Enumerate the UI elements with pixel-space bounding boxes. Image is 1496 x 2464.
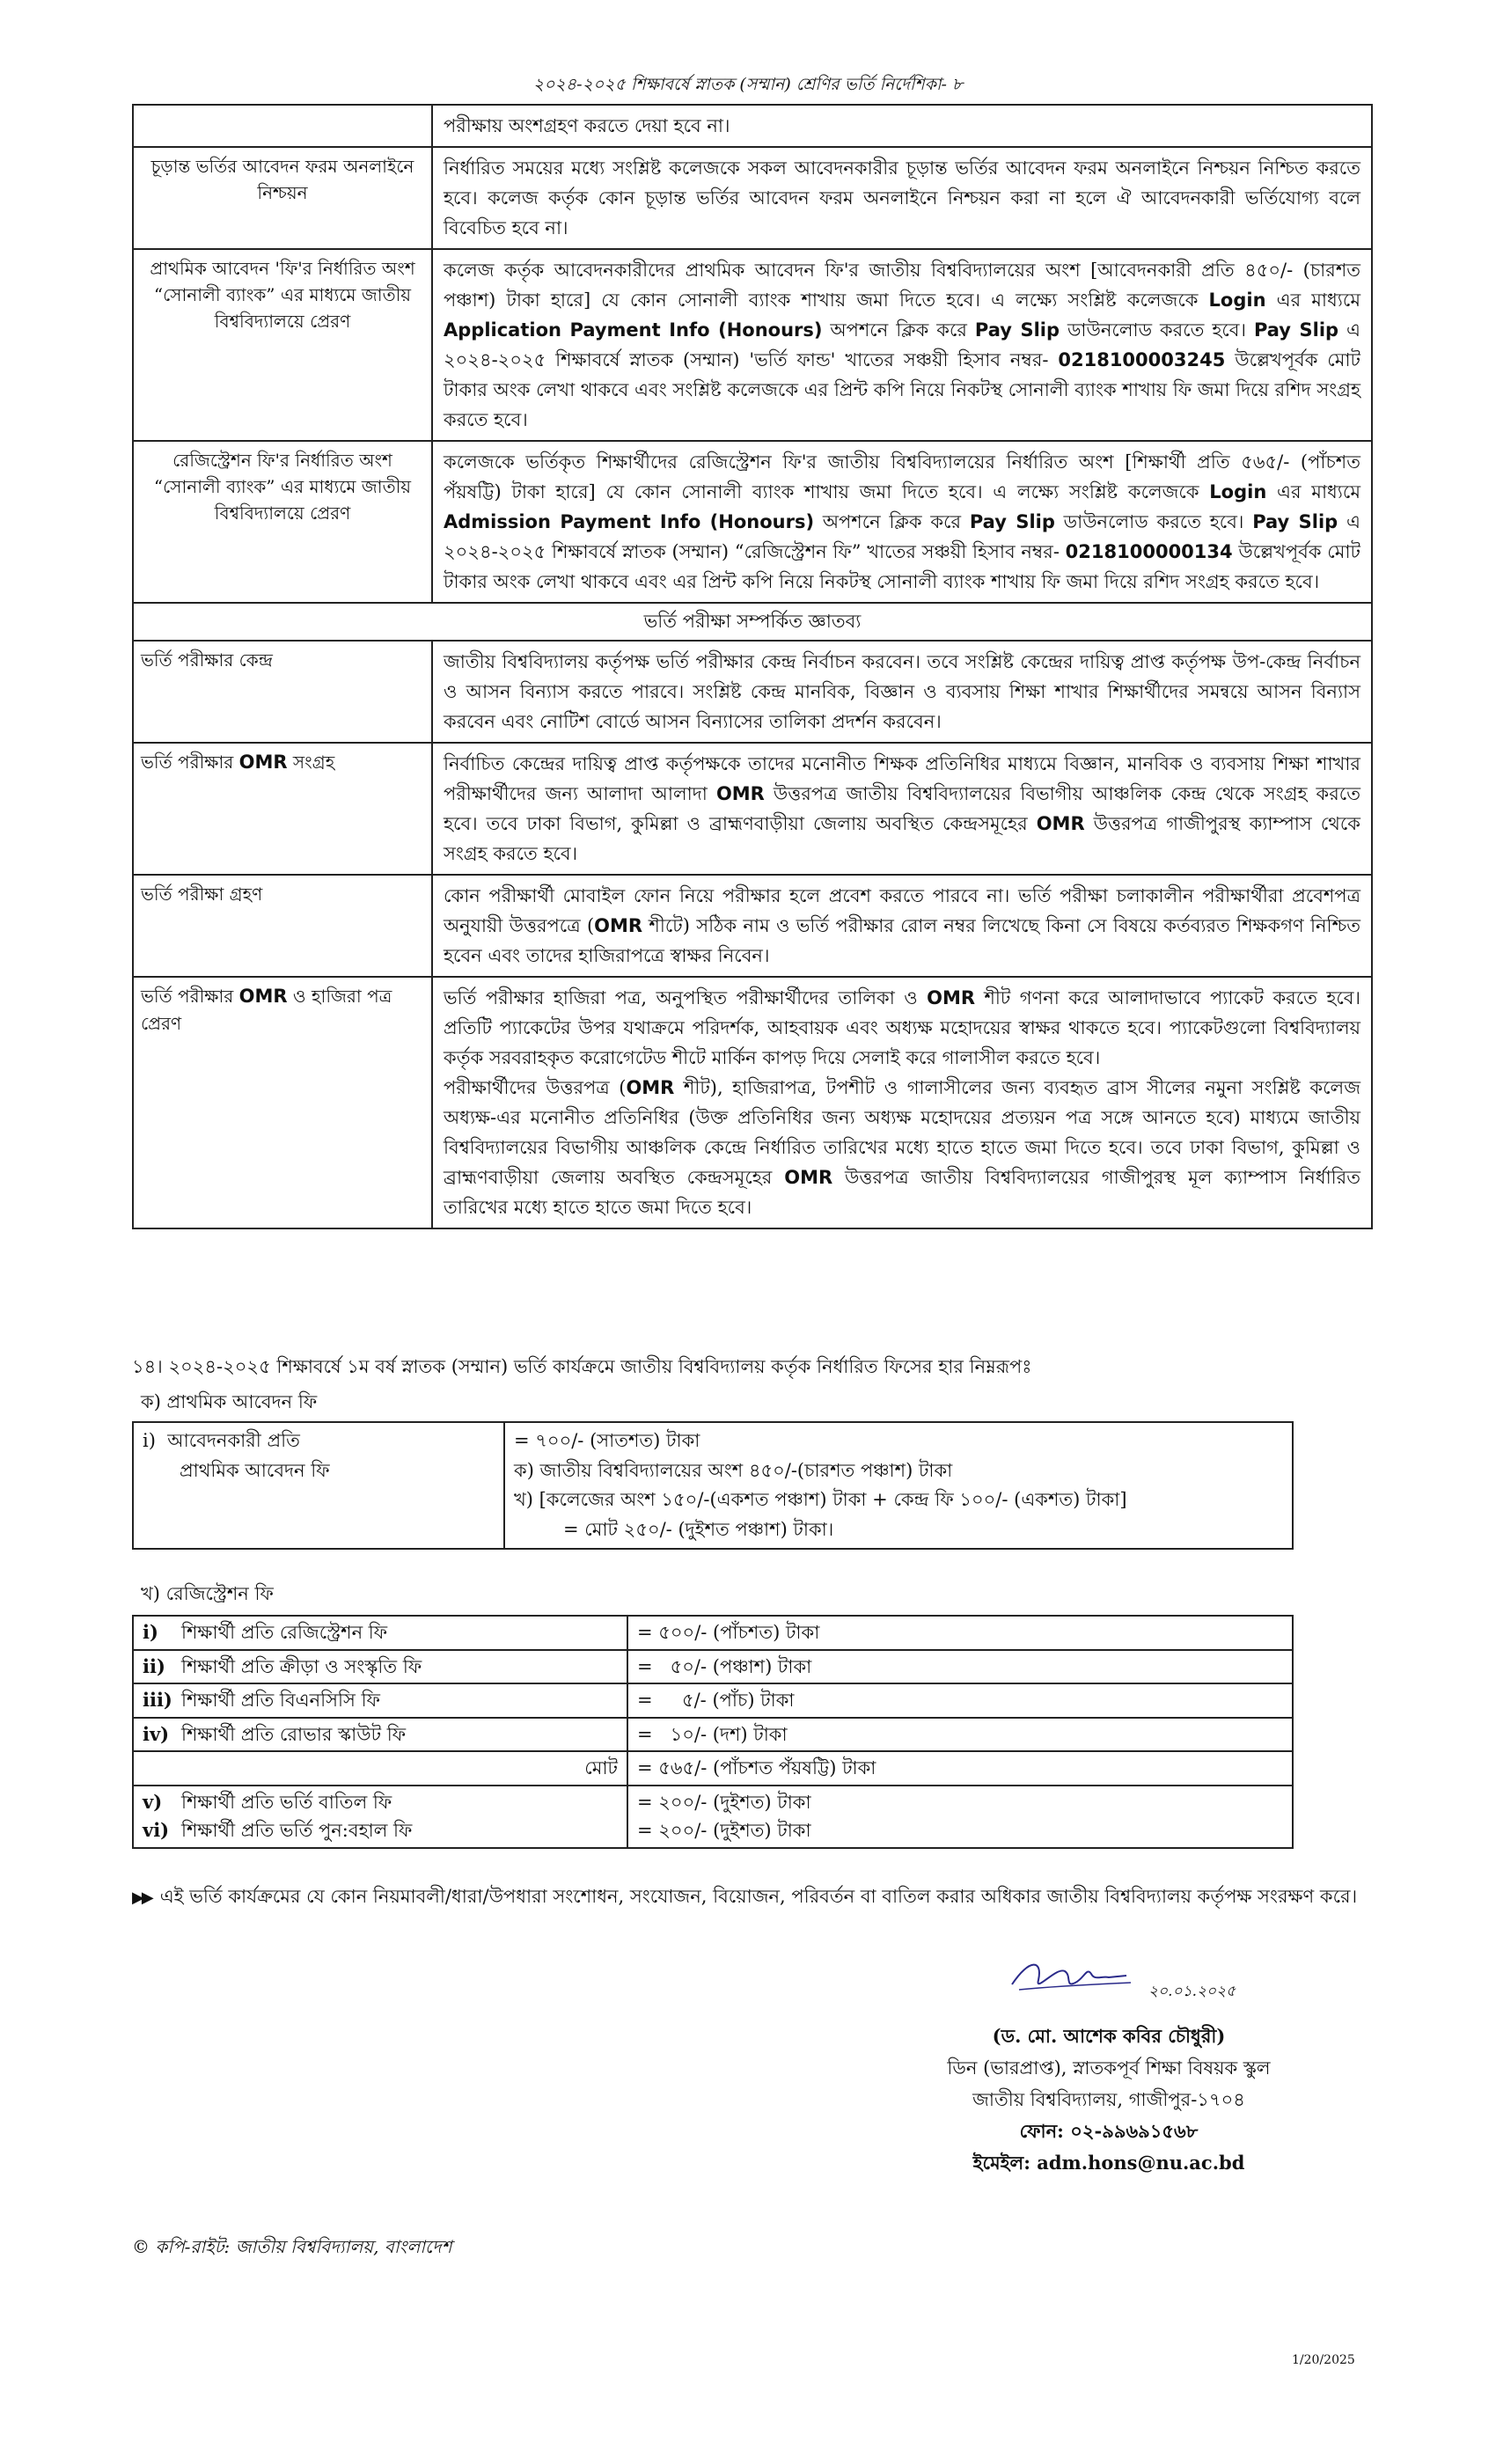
row-text: জাতীয় বিশ্ববিদ্যালয় কর্তৃপক্ষ ভর্তি পরীক্ষার কেন্দ্র নির্বাচন করবেন। তবে সংশ্লিষ্ট কেন্দ্রের দায়িত্ব প্রাপ্ত কর্তৃপক্ষ উপ-কেন্দ্র নির্বাচন ও আসন বিন্যাস করতে পারবে। সংশ্লিষ্ট কেন্দ্র মানবিক, বিজ্ঞান ও ব্যবসায় শিক্ষা শাখার শিক্ষার্থীদের সমন্বয়ে আসন বিন্যাস করবেন এবং নোটিশ বোর্ডে আসন বিন্যাসের তালিকা প্রদর্শন করবেন। [432, 641, 1372, 743]
text-part: উল্লেখপূর্বক মোট টাকার অংক লেখা থাকবে এবং সংশ্লিষ্ট কলেজকে এর প্রিন্ট কপি নিয়ে নিকটস্থ সোনালী ব্যাংক শাখায় ফি জমা দিয়ে রশিদ সংগ্রহ করতে হবে। [444, 349, 1360, 431]
row-text [432, 249, 1372, 441]
row-label [133, 743, 432, 875]
instructions-table [132, 104, 1373, 1229]
note-text: এই ভর্তি কার্যক্রমের যে কোন নিয়মাবলী/ধারা/উপধারা সংশোধন, সংযোজন, বিয়োজন, পরিবর্তন বা বাতিল করার অধিকার জাতীয় বিশ্ববিদ্যালয় কর্তৃপক্ষ সংরক্ষণ করে। [159, 1886, 1358, 1907]
omr-text: OMR [927, 986, 976, 1008]
paragraph [444, 1073, 1360, 1222]
pay-slip-text: Pay Slip [1253, 319, 1339, 341]
fee-number: vi) [143, 1819, 170, 1842]
fee-label [133, 1422, 504, 1549]
fee-label [133, 1683, 627, 1718]
section-title: ভর্তি পরীক্ষা সম্পর্কিত জ্ঞাতব্য [133, 603, 1372, 641]
text-part: সংগ্রহ [287, 751, 335, 773]
payment-option-text: Admission Payment Info (Honours) [444, 511, 815, 533]
account-number: 0218100003245 [1058, 349, 1226, 371]
table-row [133, 249, 1372, 441]
fee-number: i) [143, 1621, 158, 1643]
table-row [133, 105, 1372, 147]
text-part: ভর্তি পরীক্ষার [141, 985, 239, 1007]
text-part: উত্তরপত্র জাতীয় বিশ্ববিদ্যালয়ের বিভাগীয় আঞ্চলিক কেন্দ্র থেকে সংগ্রহ করতে হবে। তবে ঢাকা বিভাগ, কুমিল্লা ও ব্রাহ্মণবাড়ীয়া জেলায় অবস্থিত কেন্দ্রসমূহের [444, 782, 1360, 834]
text-part: এ ২০২৪-২০২৫ শিক্ষাবর্ষে স্নাতক (সম্মান) 'ভর্তি ফান্ড' খাতের সঞ্চয়ী হিসাব নম্বর- [444, 319, 1361, 371]
row-label: রেজিস্ট্রেশন ফি'র নির্ধারিত অংশ “সোনালী ব্যাংক” এর মাধ্যমে জাতীয় বিশ্ববিদ্যালয়ে প্রেরণ [133, 441, 432, 603]
table-total-row [133, 1751, 1293, 1786]
fee-label [133, 1650, 627, 1684]
fee-label-line [143, 1816, 618, 1845]
fee-a-heading: ক) প্রাথমিক আবেদন ফি [141, 1391, 318, 1412]
text-part: ও হাজিরা পত্র প্রেরণ [141, 985, 392, 1035]
fee-number: i) [143, 1430, 156, 1451]
text-part: এর মাধ্যমে [1265, 290, 1360, 312]
registration-fee-table [132, 1615, 1294, 1849]
login-text: Login [1209, 481, 1267, 503]
omr-text: OMR [715, 782, 765, 804]
table-row [133, 147, 1372, 249]
fee-label-line [143, 1426, 495, 1456]
text-part: শিক্ষার্থী প্রতি বিএনসিসি ফি [181, 1690, 380, 1712]
row-text [432, 743, 1372, 875]
text-part: শিক্ষার্থী প্রতি ভর্তি পুন:বহাল ফি [181, 1820, 413, 1842]
table-row [133, 743, 1372, 875]
fee-label [133, 1616, 627, 1650]
table-row [133, 1786, 1293, 1848]
omr-text: OMR [238, 985, 288, 1007]
payment-option-text: Application Payment Info (Honours) [444, 319, 823, 341]
table-row [133, 977, 1372, 1228]
fee-line: = ৭০০/- (সাতশত) টাকা [514, 1430, 700, 1451]
table-row [133, 875, 1372, 977]
login-text: Login [1208, 290, 1266, 312]
text-part: কলেজ কর্তৃক আবেদনকারীদের প্রাথমিক আবেদন ফি'র জাতীয় বিশ্ববিদ্যালয়ের অংশ [আবেদনকারী প্রতি ৪৫০/- (চারশত পঞ্চাশ) টাকা হারে] যে কোন সোনালী ব্যাংক শাখায় জমা দিতে হবে। এ লক্ষ্যে সংশ্লিষ্ট কলেজকে [444, 260, 1360, 312]
fee-number: ii) [143, 1654, 165, 1677]
row-label: ভর্তি পরীক্ষা গ্রহণ [133, 875, 432, 977]
row-label: চূড়ান্ত ভর্তির আবেদন ফরম অনলাইনে নিশ্চয়ন [133, 147, 432, 249]
text-part: শীটে) সঠিক নাম ও ভর্তি পরীক্ষার রোল নম্বর লিখেছে কিনা সে বিষয়ে কর্তব্যরত শিক্ষকগণ নিশ্চিত হবেন এবং তাদের হাজিরাপত্রে স্বাক্ষর নিবেন। [444, 914, 1360, 966]
signature-icon [1003, 1949, 1135, 2002]
table-row [133, 1683, 1293, 1718]
fee-label-line: প্রাথমিক আবেদন ফি [180, 1459, 330, 1481]
omr-text: OMR [594, 914, 643, 936]
fee-b-heading: খ) রেজিস্ট্রেশন ফি [141, 1583, 274, 1604]
signatory-designation: ডিন (ভারপ্রাপ্ত), স্নাতকপূর্ব শিক্ষা বিষয়ক স্কুল [947, 2057, 1271, 2079]
omr-text: OMR [238, 751, 288, 773]
fee-value: = ১০/- (দশ) টাকা [627, 1718, 1293, 1752]
signatory-organization: জাতীয় বিশ্ববিদ্যালয়, গাজীপুর-১৭০৪ [972, 2089, 1245, 2111]
table-row [133, 1422, 1293, 1549]
row-text [432, 441, 1372, 603]
pay-slip-text: Pay Slip [1252, 511, 1338, 533]
text-part: অপশনে ক্লিক করে [814, 511, 970, 533]
double-arrow-icon: ▶▶ [132, 1888, 151, 1907]
fee-value [504, 1422, 1293, 1549]
application-fee-table [132, 1421, 1294, 1550]
signature-block [845, 2020, 1373, 2180]
fee-value: = ৫০০/- (পাঁচশত) টাকা [627, 1616, 1293, 1650]
row-label: প্রাথমিক আবেদন 'ফি'র নির্ধারিত অংশ “সোনালী ব্যাংক” এর মাধ্যমে জাতীয় বিশ্ববিদ্যালয়ে প্রেরণ [133, 249, 432, 441]
signatory-phone: ফোন: ০২-৯৯৬৯১৫৬৮ [1019, 2120, 1199, 2143]
fee-line: খ) [কলেজের অংশ ১৫০/-(একশত পঞ্চাশ) টাকা + কেন্দ্র ফি ১০০/- (একশত) টাকা] [514, 1489, 1127, 1511]
table-row [133, 1650, 1293, 1684]
fee-number: iv) [143, 1722, 170, 1745]
fee-label [133, 1718, 627, 1752]
fee-line: = ২০০/- (দুইশত) টাকা [637, 1820, 811, 1842]
fee-line: = ২০০/- (দুইশত) টাকা [637, 1791, 811, 1813]
text-part: এর মাধ্যমে [1266, 481, 1360, 503]
fee-value: = ৫/- (পাঁচ) টাকা [627, 1683, 1293, 1718]
email-label: ইমেইল: [972, 2152, 1038, 2174]
text-part: উত্তরপত্র জাতীয় বিশ্ববিদ্যালয়ের গাজীপুরস্থ মূল ক্যাম্পাস নির্ধারিত তারিখের মধ্যে হাতে হাতে জমা দিতে হবে। [444, 1167, 1360, 1219]
fee-total-value: = ৫৬৫/- (পাঁচশত পঁয়ষট্টি) টাকা [627, 1751, 1293, 1786]
fee-total-label: মোট [133, 1751, 627, 1786]
pay-slip-text: Pay Slip [974, 319, 1060, 341]
text-part: এ ২০২৪-২০২৫ শিক্ষাবর্ষে স্নাতক (সম্মান) “রেজিস্ট্রেশন ফি” খাতের সঞ্চয়ী হিসাব নম্বর- [444, 511, 1360, 563]
row-label [133, 105, 432, 147]
email-address: adm.hons@nu.ac.bd [1037, 2152, 1245, 2174]
text-part: ভর্তি পরীক্ষার [141, 751, 239, 773]
row-text: নির্ধারিত সময়ের মধ্যে সংশ্লিষ্ট কলেজকে সকল আবেদনকারীর চূড়ান্ত ভর্তির আবেদন ফরম অনলাইনে নিশ্চয়ন নিশ্চিত করতে হবে। কলেজ কর্তৃক কোন চূড়ান্ত ভর্তির আবেদন ফরম অনলাইনে নিশ্চয়ন করা না হলে ঐ আবেদনকারী ভর্তিযোগ্য বলে বিবেচিত হবে না। [432, 147, 1372, 249]
fee-value [627, 1786, 1293, 1848]
fee-label [133, 1786, 627, 1848]
text-part: পরীক্ষার্থীদের উত্তরপত্র ( [444, 1076, 627, 1098]
fee-line: ক) জাতীয় বিশ্ববিদ্যালয়ের অংশ ৪৫০/-(চারশত পঞ্চাশ) টাকা [514, 1459, 953, 1481]
text-part: উল্লেখপূর্বক মোট টাকার অংক লেখা থাকবে এবং এর প্রিন্ট কপি নিয়ে নিকটস্থ সোনালী ব্যাংক শাখায় ফি জমা দিয়ে রশিদ সংগ্রহ করতে হবে। [444, 541, 1360, 593]
row-text: পরীক্ষায় অংশগ্রহণ করতে দেয়া হবে না। [432, 105, 1372, 147]
text-part: শীট), হাজিরাপত্র, টপশীট ও গালাসীলের জন্য ব্যবহৃত ব্রাস সীলের নমুনা সংশ্লিষ্ট কলেজ অধ্যক্ষ-এর মনোনীত প্রতিনিধির (উক্ত প্রতিনিধির জন্য অধ্যক্ষ মহোদয়ের প্রত্যয়ন পত্র সঙ্গে আনতে হবে) মাধ্যমে জাতীয় বিশ্ববিদ্যালয়ের বিভাগীয় আঞ্চলিক কেন্দ্রে নির্ধারিত তারিখের মধ্যে হাতে হাতে জমা দিতে হবে। তবে ঢাকা বিভাগ, কুমিল্লা ও ব্রাহ্মণবাড়ীয়া জেলায় অবস্থিত কেন্দ্রসমূহের [444, 1076, 1360, 1189]
signatory-name: (ড. মো. আশেক কবির চৌধুরী) [992, 2025, 1226, 2047]
row-label [133, 977, 432, 1228]
text-part: শীট গণনা করে আলাদাভাবে প্যাকেট করতে হবে। প্রতিটি প্যাকেটের উপর যথাক্রমে পরিদর্শক, আহবায়ক এবং অধ্যক্ষ মহোদয়ের স্বাক্ষর থাকতে হবে। প্যাকেটগুলো বিশ্ববিদ্যালয় কর্তৃক সরবরাহকৃত করোগেটেড শীটে মার্কিন কাপড় দিয়ে সেলাই করে গালাসীল করতে হবে। [444, 986, 1360, 1068]
copyright-text: © কপি-রাইট: জাতীয় বিশ্ববিদ্যালয়, বাংলাদেশ [132, 2236, 452, 2257]
fee-label-line [143, 1788, 618, 1817]
print-date: 1/20/2025 [1292, 2353, 1355, 2367]
text-part: ডাউনলোড করতে হবে। [1054, 511, 1253, 533]
table-section-row [133, 603, 1372, 641]
text-part: নির্বাচিত কেন্দ্রের দায়িত্ব প্রাপ্ত কর্তৃপক্ষকে তাদের মনোনীত শিক্ষক প্রতিনিধির মাধ্যমে বিজ্ঞান, মানবিক ও ব্যবসায় শিক্ষা শাখার পরীক্ষার্থীদের জন্য আলাদা আলাদা [444, 752, 1360, 804]
fee-number: iii) [143, 1689, 172, 1712]
text-part: আবেদনকারী প্রতি [167, 1430, 300, 1451]
text-part: ভর্তি পরীক্ষার হাজিরা পত্র, অনুপস্থিত পরীক্ষার্থীদের তালিকা ও [444, 986, 928, 1008]
table-row [133, 441, 1372, 603]
text-part: শিক্ষার্থী প্রতি রেজিস্ট্রেশন ফি [181, 1622, 388, 1643]
signature-date: ২০.০১.২০২৫ [1148, 1983, 1236, 2000]
fee-value: = ৫০/- (পঞ্চাশ) টাকা [627, 1650, 1293, 1684]
row-text [432, 875, 1372, 977]
text-part: অপশনে ক্লিক করে [822, 319, 975, 341]
fees-heading: ১৪। ২০২৪-২০২৫ শিক্ষাবর্ষে ১ম বর্ষ স্নাতক (সম্মান) ভর্তি কার্যক্রমে জাতীয় বিশ্ববিদ্যালয় কর্তৃক নির্ধারিত ফিসের হার নিম্নরূপঃ [132, 1356, 1032, 1377]
text-part: শিক্ষার্থী প্রতি ক্রীড়া ও সংস্কৃতি ফি [181, 1655, 422, 1677]
row-text [432, 977, 1372, 1228]
omr-text: OMR [784, 1167, 833, 1189]
rights-note [132, 1881, 1373, 1912]
table-row [133, 1718, 1293, 1752]
pay-slip-text: Pay Slip [969, 511, 1055, 533]
text-part: শিক্ষার্থী প্রতি ভর্তি বাতিল ফি [181, 1791, 392, 1813]
page-header: ২০২৪-২০২৫ শিক্ষাবর্ষে স্নাতক (সম্মান) শ্রেণির ভর্তি নির্দেশিকা- ৮ [532, 75, 964, 94]
text-part: উত্তরপত্র গাজীপুরস্থ ক্যাম্পাস থেকে সংগ্রহ করতে হবে। [444, 812, 1360, 864]
omr-text: OMR [1036, 812, 1085, 834]
text-part: কলেজকে ভর্তিকৃত শিক্ষার্থীদের রেজিস্ট্রেশন ফি'র জাতীয় বিশ্ববিদ্যালয়ের নির্ধারিত অংশ [শিক্ষার্থী প্রতি ৫৬৫/- (পাঁচশত পঁয়ষট্টি) টাকা হারে] যে কোন সোনালী ব্যাংক শাখায় জমা দিতে হবে। এ লক্ষ্যে সংশ্লিষ্ট কলেজকে [444, 451, 1360, 503]
table-row [133, 1616, 1293, 1650]
account-number: 0218100000134 [1065, 541, 1233, 563]
table-row [133, 641, 1372, 743]
fee-line: = মোট ২৫০/- (দুইশত পঞ্চাশ) টাকা। [563, 1518, 834, 1540]
fee-number: v) [143, 1790, 163, 1813]
row-label: ভর্তি পরীক্ষার কেন্দ্র [133, 641, 432, 743]
signatory-email-line [845, 2147, 1373, 2179]
text-part: ডাউনলোড করতে হবে। [1060, 319, 1254, 341]
paragraph [444, 983, 1360, 1073]
omr-text: OMR [626, 1076, 675, 1098]
text-part: কোন পরীক্ষার্থী মোবাইল ফোন নিয়ে পরীক্ষার হলে প্রবেশ করতে পারবে না। ভর্তি পরীক্ষা চলাকালীন পরীক্ষার্থীরা প্রবেশপত্র অনুযায়ী উত্তরপত্রে ( [444, 884, 1360, 936]
text-part: শিক্ষার্থী প্রতি রোভার স্কাউট ফি [181, 1723, 407, 1745]
